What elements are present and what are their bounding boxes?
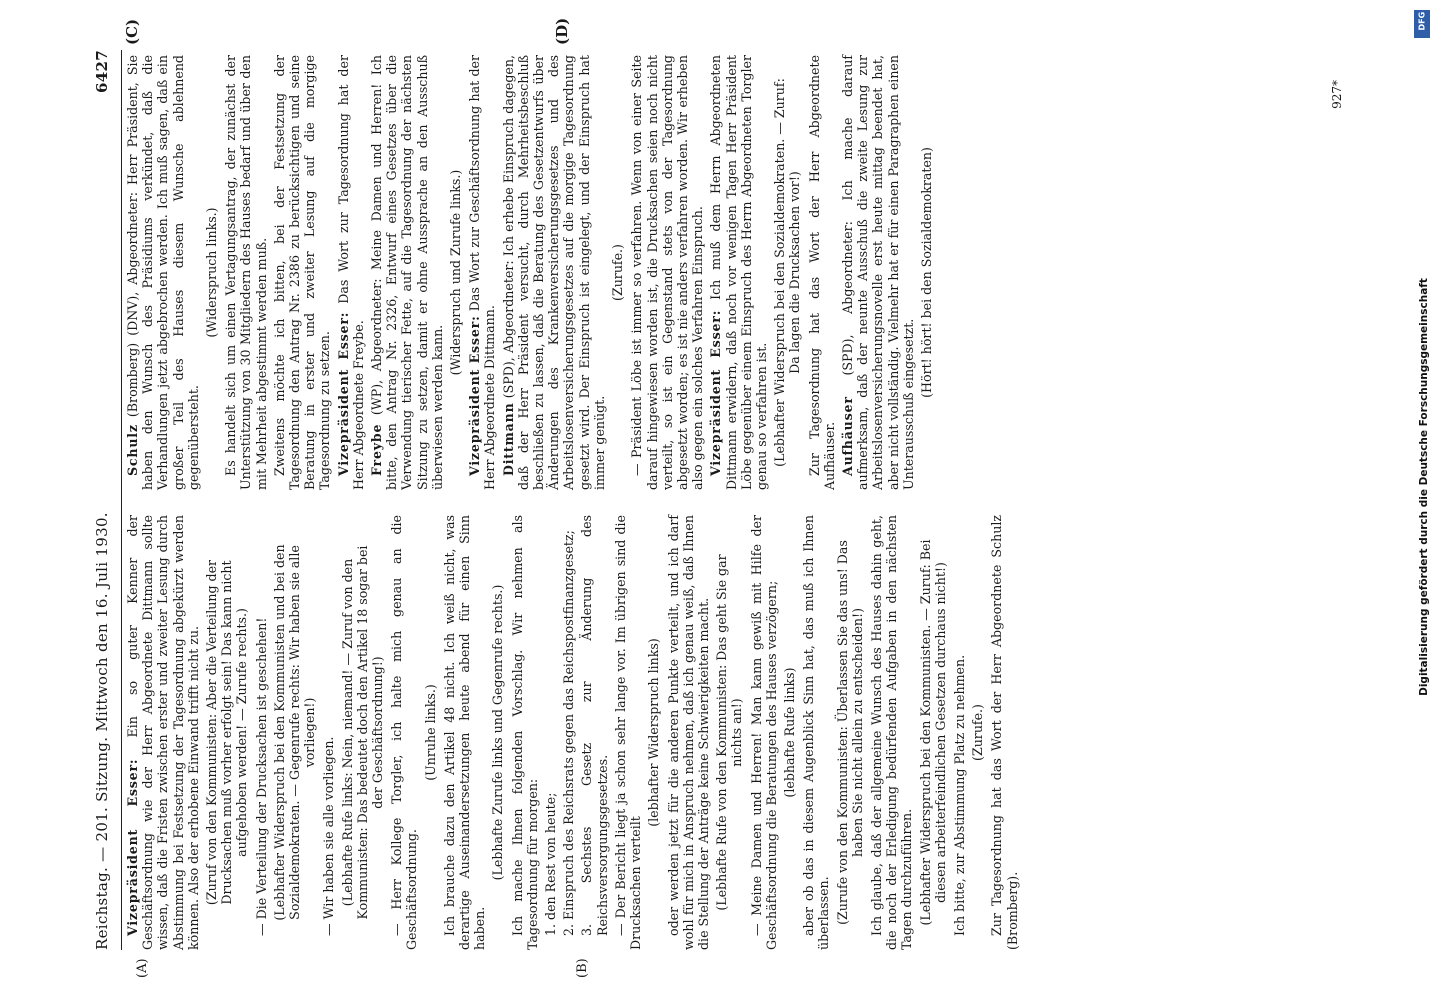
interjection xyxy=(918,535,948,930)
interjection xyxy=(610,75,625,470)
paragraph-text: (Lebhafte Zurufe links und Gegenrufe rechts.) xyxy=(490,584,506,881)
paragraph-text: Zur Tagesordnung hat das Wort der Herr Abgeordnete Aufhäuser. xyxy=(806,55,837,490)
paragraph xyxy=(708,55,769,490)
paragraph-text: 3. Sechstes Gesetz zur Änderung des Reichsversorgungsgesetzes. xyxy=(579,515,610,936)
paragraph-text: Ich mache Ihnen folgenden Vorschlag. Wir nehmen als Tagesordnung für morgen: xyxy=(509,515,540,950)
margin-mark-b: (B) xyxy=(575,958,590,978)
paragraph-text: (Lebhafte Rufe links: Nein, niemand! — Zuruf von den Kommunisten: Das bedeutet doch den Artikel 18 sogar bei der Geschäftsordnung!) xyxy=(339,545,386,920)
paragraph-text: (Unruhe links.) xyxy=(422,684,438,781)
interjection xyxy=(448,75,463,470)
paragraph xyxy=(801,515,831,950)
header-title: Reichstag. — 201. Sitzung. Mittwoch den 16. Juli 1930. xyxy=(93,512,111,950)
interjection xyxy=(835,535,865,930)
paragraph-text: (Lebhafter Widerspruch bei den Kommunisten. — Zuruf: Bei diesen arbeiterfeindlichen Gesetzen durchaus nicht!) xyxy=(917,539,948,926)
paragraph xyxy=(125,515,201,950)
paragraph xyxy=(989,515,1019,950)
paragraph xyxy=(501,55,607,490)
speaker-name: Aufhäuser xyxy=(839,396,855,476)
interjection xyxy=(423,535,438,930)
paragraph-text: — Die Verteilung der Drucksachen ist geschehen! xyxy=(253,617,269,936)
paragraph-text: Ich glaube, daß der allgemeine Wunsch des Hauses dahin geht, die noch der Erledigung bedürfenden Aufgaben in den nächsten Tagen durchzuführen. xyxy=(868,515,915,950)
paragraph-text: 1. den Rest von heute; xyxy=(543,792,559,936)
interjection xyxy=(272,535,318,930)
paragraph-text: (lebhafte Rufe links) xyxy=(781,667,797,798)
dfg-logo-text: DFG xyxy=(1417,11,1427,31)
paragraph xyxy=(254,515,269,950)
interjection xyxy=(919,75,934,470)
paragraph xyxy=(442,515,488,950)
paragraph-text: Ich bitte, zur Abstimmung Platz zu nehmen. xyxy=(951,654,967,936)
paragraph-text: (SPD), Abgeordneter: Ich erhebe Einspruch dagegen, daß der Herr Präsident versucht, durch Mehrheitsbeschluß beschließen zu lassen, daß die Beratung des Gesetzentwurfs über Änderungen des Krankenversicherungsgesetzes und des Arbeitslosenversicherungsgesetzes auf die morgige Tagesordnung gesetzt wird. Der Einspruch ist eingelegt, und der Einspruch hat immer genügt. xyxy=(500,55,607,490)
header-rule xyxy=(121,50,122,950)
paragraph xyxy=(749,515,779,950)
paragraph-text: (Widerspruch und Zurufe links.) xyxy=(448,169,464,376)
paragraph-text: (Zurufe.) xyxy=(610,244,626,301)
paragraph xyxy=(629,55,705,490)
paragraph xyxy=(543,515,558,936)
speaker-name: Dittmann xyxy=(500,402,516,476)
paragraph-text: (Hört! hört! bei den Sozialdemokraten) xyxy=(918,147,934,398)
page-header xyxy=(95,50,115,950)
paragraph-text: Ich brauche dazu den Artikel 48 nicht. Ich weiß nicht, was derartige Auseinandersetzungen heute abend für einen Sinn haben. xyxy=(441,515,488,950)
paragraph-text: (lebhafter Widerspruch links) xyxy=(646,638,662,827)
paragraph xyxy=(510,515,540,950)
paragraph-text: (SPD), Abgeordneter: Ich mache darauf aufmerksam, daß der neunte Ausschuß die zweite Lesung zur Arbeitslosenversicherungsnovelle erst heute mittag beendet hat, aber nicht vollständig. Vielmehr hat er für einen Paragraphen einen Unterausschuß eingesetzt. xyxy=(839,55,916,490)
paragraph xyxy=(561,515,576,936)
speaker-name: Vizepräsident Esser: xyxy=(708,309,724,476)
paragraph-text: Es handelt sich um einen Vertagungsantrag, der zunächst der Unterstützung von 30 Mitgliedern des Hauses bedarf und über den mit Mehrheit abgestimmt werden muß. xyxy=(223,55,269,490)
paragraph-text: Zweitens möchte ich bitten, bei der Festsetzung der Tagesordnung den Antrag Nr. 2386 zu berücksichtigen und seine Beratung in erster und zweiter Lesung auf die morgige Tagesordnung zu setzen. xyxy=(271,55,333,490)
paragraph xyxy=(467,55,497,490)
paragraph-text: (Zurufe.) xyxy=(970,704,986,761)
paragraph-text: — Der Bericht liegt ja schon sehr lange vor. Im übrigen sind die Drucksachen verteilt xyxy=(612,515,644,950)
paragraph-text: — Wir haben sie alle vorliegen. xyxy=(321,736,337,936)
paragraph xyxy=(869,515,915,950)
paragraph xyxy=(389,515,419,950)
paragraph-text: (WP), Abgeordneter: Meine Damen und Herren! Ich bitte, den Antrag Nr. 2326, Entwurf eines Gesetzes über die Verwendung tierischer Fette, auf die Tagesordnung der nächsten Sitzung zu setzen, damit er ohne Aussprache an den Ausschuß überwiesen werden kann. xyxy=(369,55,445,490)
speaker-name: Vizepräsident Esser: xyxy=(335,311,351,476)
paragraph xyxy=(336,55,366,490)
interjection xyxy=(490,535,505,930)
paragraph xyxy=(579,515,609,936)
left-text-column xyxy=(125,515,1023,950)
paragraph-text: aber ob das in diesem Augenblick Sinn hat, das muß ich Ihnen überlassen. xyxy=(801,515,832,950)
speaker-name: Vizepräsident Esser: xyxy=(125,758,140,936)
interjection xyxy=(340,535,386,930)
paragraph-text: — Herr Kollege Torgler, ich halte mich genau an die Geschäftsordnung. xyxy=(389,515,420,950)
speaker-name: Freybe xyxy=(369,423,385,476)
margin-mark-a: (A) xyxy=(135,958,150,978)
paragraph xyxy=(272,55,333,490)
paragraph xyxy=(952,515,967,950)
interjection xyxy=(772,75,802,470)
paragraph xyxy=(807,55,837,490)
interjection xyxy=(204,75,219,470)
paragraph-text: Zur Tagesordnung hat das Wort der Herr Abgeordnete Schulz (Bromberg). xyxy=(989,515,1020,950)
speaker-name: Vizepräsident Esser: xyxy=(467,315,483,476)
paragraph-text: (Widerspruch links.) xyxy=(204,207,220,338)
interjection xyxy=(970,535,985,930)
rotated-document-page xyxy=(93,17,1345,978)
paragraph xyxy=(321,515,336,950)
digitization-credit-text: Digitalisierung gefördert durch die Deutsche Forschungsgemeinschaft xyxy=(1418,278,1430,696)
paragraph-text: (Lebhafter Widerspruch bei den Kommunisten und bei den Sozialdemokraten. — Gegenrufe rechts: Wir haben sie alle vorliegen!) xyxy=(271,544,318,921)
paragraph xyxy=(613,515,643,950)
dfg-logo xyxy=(1414,10,1430,38)
paragraph xyxy=(840,55,916,490)
signature-mark: 927* xyxy=(1330,80,1344,109)
right-text-column xyxy=(125,55,938,490)
interjection xyxy=(714,535,744,930)
paragraph-text: Ein so guter Kenner der Geschäftsordnung wie der Herr Abgeordnete Dittmann sollte wissen, daß die Fristen zwischen erster und zweiter Lesung durch Abstimmung bei Festsetzung der Tagesordnung abgekürzt werden können. Also der erhobene Einwand trifft nicht zu. xyxy=(125,515,201,950)
paragraph-text: — Präsident Löbe ist immer so verfahren. Wenn von einer Seite darauf hingewiesen worden ist, die Drucksachen seien noch nicht verteilt, so ist ein Gegenstand stets von der Tagesordnung abgesetzt worden; es ist nie anders verfahren worden. Wir erheben also gegen ein solches Verfahren Einspruch. xyxy=(629,55,706,490)
speaker-name: Schulz xyxy=(125,424,140,476)
paragraph-text: (Zuruf von den Kommunisten: Aber die Verteilung der Drucksachen muß vorher erfolgt sein! Das kann nicht aufgehoben werden! — Zurufe rechts.) xyxy=(204,559,250,906)
page-number: 6427 xyxy=(93,50,111,93)
margin-mark-c: (C) xyxy=(123,18,141,45)
interjection xyxy=(646,535,661,930)
paragraph xyxy=(223,55,269,490)
interjection xyxy=(782,535,797,930)
margin-mark-d: (D) xyxy=(553,17,571,45)
paragraph xyxy=(666,515,712,950)
paragraph-text: Das Wort zur Tagesordnung hat der Herr Abgeordnete Freybe. xyxy=(335,55,366,490)
paragraph-text: (Zurufe von den Kommunisten: Überlassen Sie das uns! Das haben Sie nicht allein zu entscheiden!) xyxy=(834,540,865,925)
digitization-credit xyxy=(1415,10,1433,990)
paragraph-text: (Lebhafter Widerspruch bei den Sozialdemokraten. — Zuruf: Da lagen die Drucksachen vor!) xyxy=(772,78,803,467)
paragraph-text: Ich muß dem Herrn Abgeordneten Dittmann erwidern, daß noch vor wenigen Tagen Herr Präsident Löbe gegenüber einem Einspruch des Herrn Abgeordneten Torgler genau so verfahren ist. xyxy=(708,55,769,490)
paragraph-text: oder werden jetzt für die anderen Punkte verteilt, und ich darf wohl für mich in Anspruch nehmen, daß ich genau weiß, daß Ihnen die Stellung der Anträge keine Schwierigkeiten macht. xyxy=(665,515,711,950)
paragraph-text: 2. Einspruch des Reichsrats gegen das Reichspostfinanzgesetz; xyxy=(561,530,577,936)
interjection xyxy=(204,535,250,930)
paragraph-text: (Lebhafte Rufe von den Kommunisten: Das geht Sie gar nichts an!) xyxy=(714,554,745,911)
paragraph xyxy=(369,55,445,490)
paragraph-text: Das Wort zur Geschäftsordnung hat der Herr Abgeordnete Dittmann. xyxy=(467,55,498,490)
paragraph-text: (Bromberg) (DNV), Abgeordneter: Herr Präsident, Sie haben den Wunsch des Präsidiums verkündet, daß die Verhandlungen jetzt abgebrochen werden. Ich muß sagen, daß ein großer Teil des Hauses diesem Wunsche ablehnend gegenübersteht. xyxy=(125,55,201,490)
paragraph xyxy=(125,55,201,490)
paragraph-text: — Meine Damen und Herren! Man kann gewiß mit Hilfe der Geschäftsordnung die Beratungen des Hauses verzögern; xyxy=(748,515,779,950)
